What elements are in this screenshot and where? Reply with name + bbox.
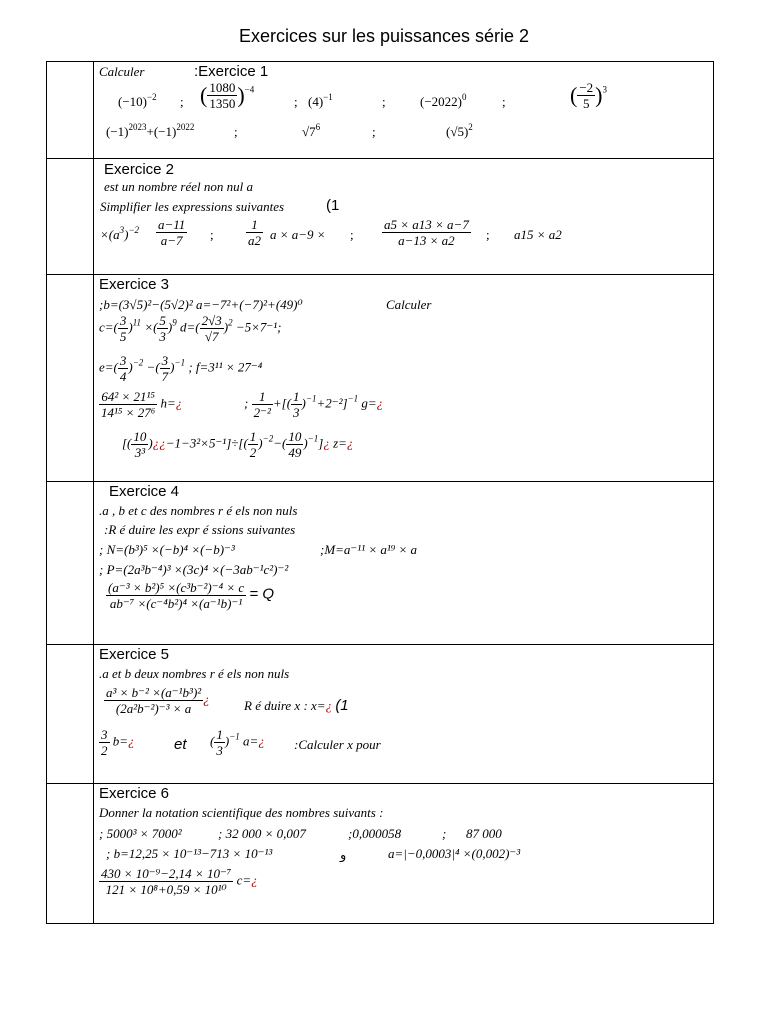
exercise-heading: Exercice 2 — [104, 161, 175, 178]
expr-line-3: e=( $\frac{3}{4}$ )$^{-2}$ −( $\frac{3}{7}$ )$^{-1}$ ; f=3¹¹ × 27⁻⁴ — [99, 353, 263, 384]
number-cell — [47, 275, 94, 482]
row-exercice-4 — [47, 482, 714, 645]
expr-b: $\frac{3}{2}$ b=¿ — [101, 727, 135, 758]
number-cell — [47, 784, 94, 924]
expr-1: $(-10)^{-2}$ — [118, 92, 157, 109]
separator: ; — [350, 227, 354, 242]
expr-b: ; b=12,25 × 10⁻¹³−713 × 10⁻¹³ — [106, 846, 273, 861]
separator: ; — [234, 124, 238, 139]
separator: ; — [502, 94, 506, 109]
instruction-text: :R é duire les expr é ssions suivantes — [104, 522, 296, 537]
separator: ; — [486, 227, 490, 242]
number-cell — [47, 645, 94, 784]
page-title: Exercices sur les puissances série 2 — [238, 26, 530, 46]
exercise-table — [46, 61, 714, 924]
expr-q: $\frac{\text{(a⁻³ × b²)⁵ ×(c³b⁻²)⁻⁴ × c}}{\text{ab⁻⁷ ×(c⁻⁴b²)⁴ ×(a⁻¹b)⁻¹}}$ = Q — [108, 580, 274, 611]
exercise-heading: Exercice 3 — [99, 276, 170, 293]
expr-1: $\times(a^3)^{-2}$ — [100, 225, 140, 242]
expr-2: ( $\frac{1080}{1350}$ )$^{-4}$ — [200, 80, 255, 111]
calculer-label: Calculer — [386, 297, 432, 312]
row-exercice-6 — [47, 784, 714, 924]
expr-4: $(-2022)^0$ — [420, 92, 467, 109]
expr-4: 87 000 — [466, 826, 502, 841]
expr-6: $(-1)^{2023}+(-1)^{2022}$ — [106, 122, 195, 139]
separator: ; — [210, 227, 214, 242]
expr-3: $(4)^{-1}$ — [308, 92, 333, 109]
exercise-heading: Exercice 5 — [99, 646, 170, 663]
content-cell — [94, 784, 714, 924]
arabic-and: و — [340, 848, 347, 863]
expr-frac-2: $\frac{1}{a2}$ — [248, 217, 261, 248]
number-cell — [47, 482, 94, 645]
row-exercice-5 — [47, 645, 714, 784]
intro-text: .a et b deux nombres r é els non nuls — [99, 666, 290, 681]
row-exercice-2 — [47, 159, 714, 275]
expr-line-4: $\frac{\text{64² × 21¹⁵}}{\text{14¹⁵ × 27⁶}}$ h=¿ — [101, 389, 183, 420]
expr-c: $\frac{\text{430 × 10⁻⁹−2,14 × 10⁻⁷}}{\text{121 × 10⁸+0,59 × 10¹⁰}}$ c=¿ — [101, 866, 258, 897]
expr-line-1: ;b=(3√5)²−(5√2)² a=−7²+(−7)²+(49)⁰ — [99, 297, 303, 312]
expr-a: a=|−0,0003|⁴ ×(0,002)⁻³ — [388, 846, 521, 861]
content-cell — [94, 645, 714, 784]
number-cell — [47, 159, 94, 275]
content-cell — [94, 62, 714, 159]
separator: ; — [294, 94, 298, 109]
exercise-heading: Exercice 6 — [99, 785, 170, 802]
content-cell — [94, 482, 714, 645]
expr-m: ;M=a⁻¹¹ × a¹⁹ × a — [320, 542, 418, 557]
question-number: (1 — [326, 197, 340, 214]
content-cell — [94, 275, 714, 482]
number-cell — [47, 62, 94, 159]
expr-n: ; N=(b³)⁵ ×(−b)⁴ ×(−b)⁻³ — [99, 542, 235, 557]
expr-3: ;0,000058 — [348, 826, 402, 841]
expr-frac-1: $\frac{a-11}{a-7}$ — [158, 217, 186, 248]
expr-p: ; P=(2a³b⁻⁴)³ ×(3c)⁴ ×(−3ab⁻¹c²)⁻² — [99, 562, 289, 577]
expr-1: ; 5000³ × 7000² — [99, 826, 182, 841]
exercise-heading: :Exercice 1 — [194, 63, 269, 80]
expr-3: a15 × a2 — [514, 227, 562, 242]
instruction-text: R é duire x : x=¿ (1 — [244, 697, 349, 714]
intro-text: .a , b et c des nombres r é els non nuls — [99, 503, 298, 518]
expr-2: ; 32 000 × 0,007 — [218, 826, 306, 841]
expr-x: $\frac{\text{a³ × b⁻² ×(a⁻¹b³)²}}{\text{(2a²b⁻²)⁻³ × a}}$ ¿ — [106, 685, 210, 716]
expr-line-5: [( $\frac{10}{\text{3³}}$ )¿¿−1−3²×5⁻¹]÷[( $\frac{1}{2}$ )$^{-2}$−( $\frac{10}{49}$ )$^{-1}$]¿ z=¿ — [122, 429, 354, 460]
expr-a: ( $\frac{1}{3}$ )$^{-1}$ a=¿ — [210, 727, 265, 758]
calculer-label: Calculer — [99, 64, 145, 79]
expr-frac-3: $\frac{a5 \times a13 \times a-7}{a-13 \times a2}$ — [384, 217, 469, 248]
calculer-label: :Calculer x pour — [294, 737, 381, 752]
row-exercice-3 — [47, 275, 714, 482]
intro-text: Donner la notation scientifique des nombres suivants : — [99, 805, 384, 820]
instruction-text: Simplifier les expressions suivantes — [100, 199, 285, 214]
expr-5: ( $\frac{-2}{5}$ )$^3$ — [570, 80, 607, 111]
expr-line-2: c=( $\frac{3}{5}$ )$^{11}$ ×( $\frac{5}{3}$ )$^9$ d=( $\frac{2√3}{√7}$ )$^2$ −5×7⁻¹; — [99, 313, 282, 344]
content-cell — [94, 159, 714, 275]
expr-8: $(√5)^2$ — [446, 122, 473, 139]
exercise-heading: Exercice 4 — [109, 483, 180, 500]
separator: ; — [442, 826, 447, 841]
expr-2: a × a−9 × — [270, 227, 326, 242]
separator: ; — [382, 94, 386, 109]
separator: ; — [180, 94, 184, 109]
row-exercice-1 — [47, 62, 714, 159]
et-word: et — [174, 736, 187, 753]
expr-7: $√7^6$ — [302, 122, 321, 139]
separator: ; — [372, 124, 376, 139]
expr-line-4b: ; $\frac{1}{\text{2⁻²}}$ +[( $\frac{1}{3}$ )$^{-1}$+2⁻²]$^{-1}$ g=¿ — [244, 389, 384, 420]
intro-text: est un nombre réel non nul a — [104, 179, 253, 194]
